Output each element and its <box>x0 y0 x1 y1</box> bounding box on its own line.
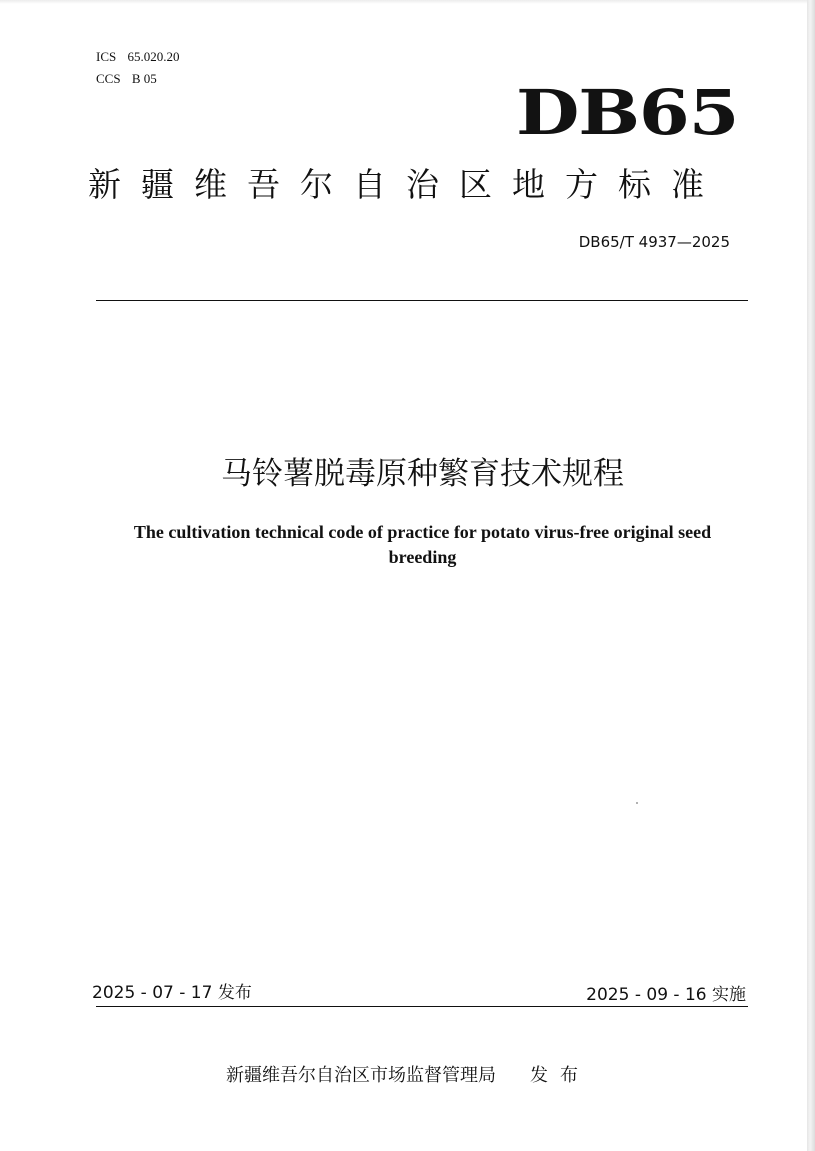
classification-codes <box>96 46 179 90</box>
scan-right-edge <box>807 0 815 1151</box>
effective-date: 2025 - 09 - 16 实施 <box>586 985 746 1005</box>
ics-value: 65.020.20 <box>127 49 180 64</box>
ccs-code-row <box>96 68 179 90</box>
ccs-label: CCS <box>96 71 121 86</box>
ccs-value: B 05 <box>131 71 157 86</box>
standard-category-heading: 新疆维吾尔自治区地方标准 <box>88 165 724 204</box>
title-chinese: 马铃薯脱毒原种繁育技术规程 <box>221 456 624 492</box>
standard-number: DB65/T 4937—2025 <box>578 233 730 251</box>
publish-date: 2025 - 07 - 17 发布 <box>92 983 252 1003</box>
issuing-authority <box>226 1062 590 1090</box>
db65-logo: DB65 <box>516 76 739 149</box>
ics-label: ICS <box>96 49 117 64</box>
issuer-name: 新疆维吾尔自治区市场监督管理局 <box>226 1065 496 1086</box>
scan-top-edge <box>0 0 815 4</box>
header-divider <box>96 300 748 301</box>
scan-speck <box>636 802 638 804</box>
issued-label: 发布 <box>530 1065 590 1086</box>
footer-divider <box>96 1006 748 1007</box>
ics-code-row <box>96 46 179 68</box>
title-english: The cultivation technical code of practice for potato virus-free original seed breeding <box>133 522 712 567</box>
